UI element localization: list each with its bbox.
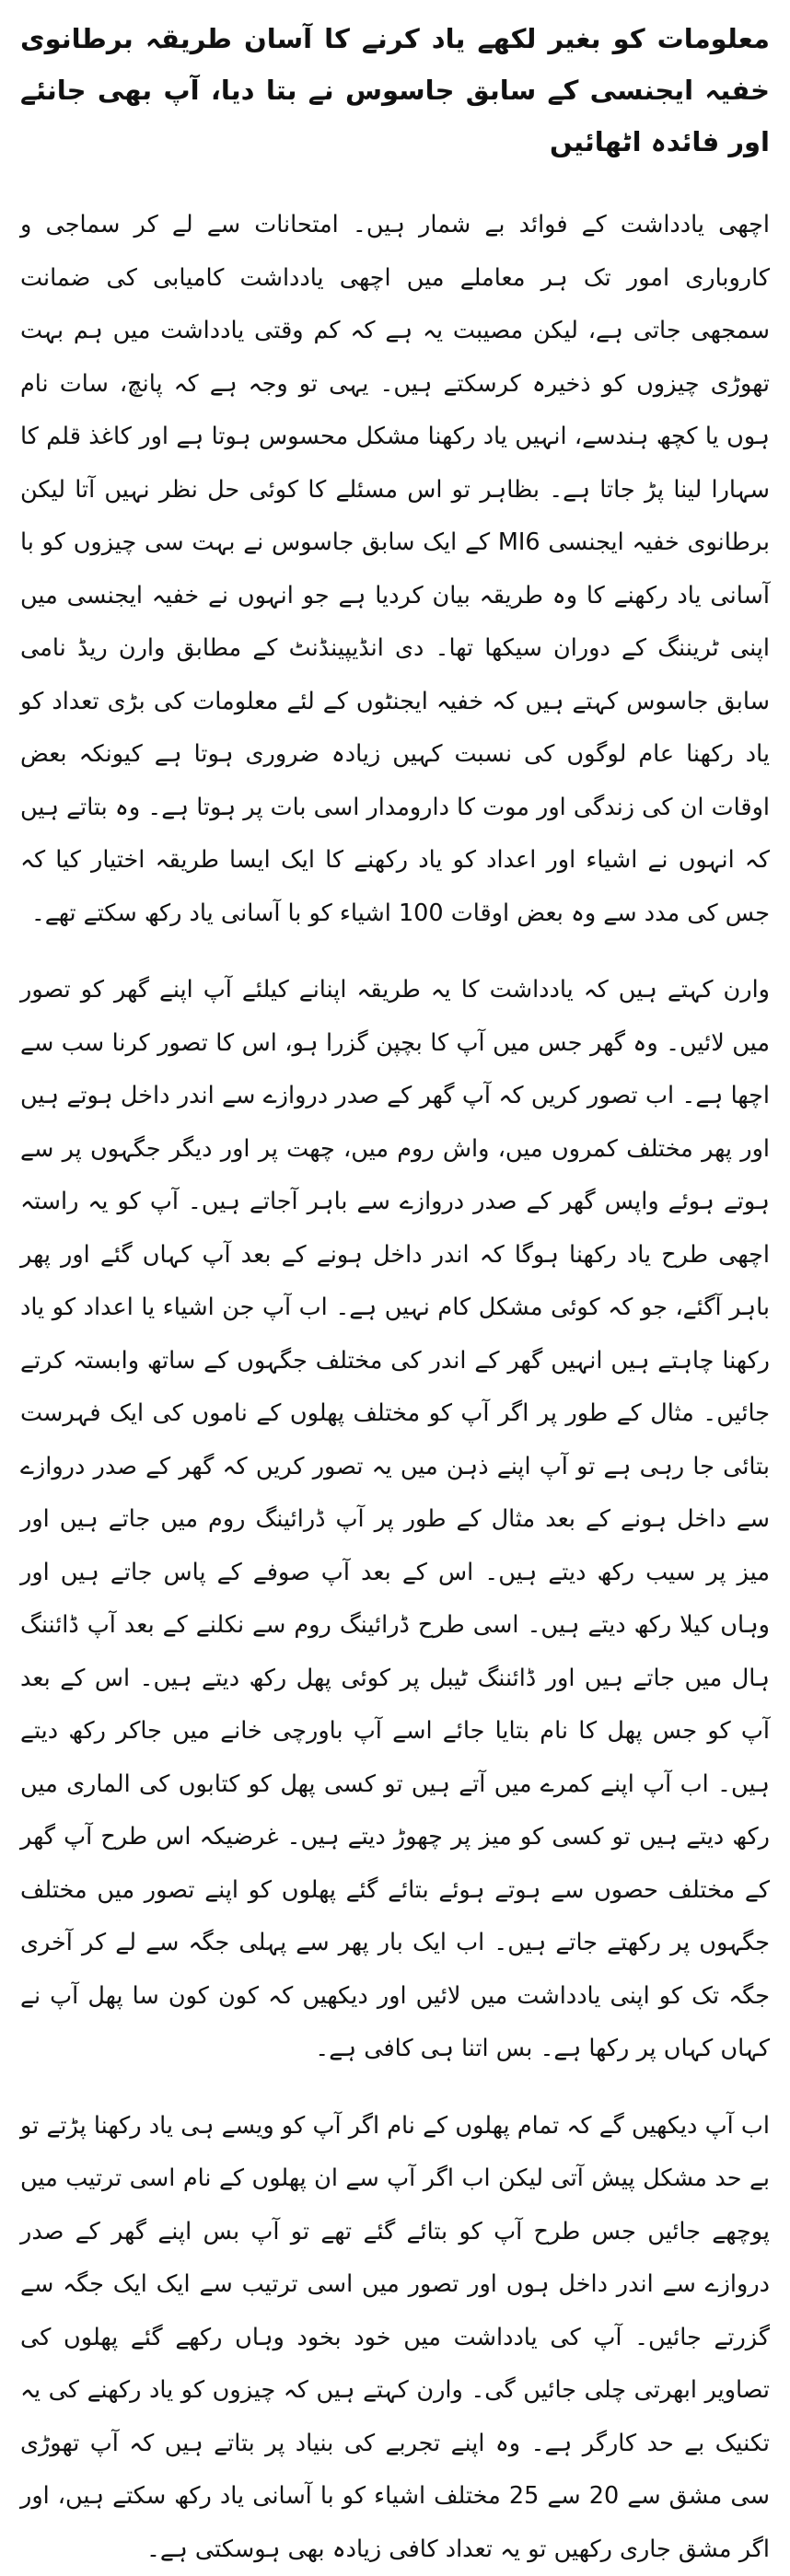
article-headline: معلومات کو بغیر لکھے یاد کرنے کا آسان طریقہ برطانوی خفیہ ایجنسی کے سابق جاسوس نے بتا دیا، آپ بھی جانئے اور فائدہ اٹھائیں <box>20 13 770 168</box>
article-paragraph-3: اب آپ دیکھیں گے کہ تمام پھلوں کے نام اگر آپ کو ویسے ہی یاد رکھنا پڑتے تو بے حد مشکل پیش آتی لیکن اب اگر آپ سے ان پھلوں کے نام اسی ترتیب میں پوچھے جائیں جس طرح آپ کو بتائے گئے تھے تو آپ بس اپنے گھر کے صدر دروازے سے اندر داخل ہوں اور تصور میں اسی ترتیب سے ایک ایک جگہ سے گزرتے جائیں۔ آپ کی یادداشت میں خود بخود وہاں رکھے گئے پھلوں کی تصاویر ابھرتی چلی جائیں گی۔ وارن کہتے ہیں کہ چیزوں کو یاد رکھنے کی یہ تکنیک بے حد کارگر ہے۔ وہ اپنے تجربے کی بنیاد پر بتاتے ہیں کہ آپ تھوڑی سی مشق سے 20 سے 25 مختلف اشیاء کو با آسانی یاد رکھ سکتے ہیں، اور اگر مشق جاری رکھیں تو یہ تعداد کافی زیادہ بھی ہوسکتی ہے۔ <box>20 2100 770 2576</box>
article-paragraph-2: وارن کہتے ہیں کہ یادداشت کا یہ طریقہ اپنانے کیلئے آپ اپنے گھر کو تصور میں لائیں۔ وہ گھر جس میں آپ کا بچپن گزرا ہو، اس کا تصور کرنا سب سے اچھا ہے۔ اب تصور کریں کہ آپ گھر کے صدر دروازے سے اندر داخل ہوتے ہیں اور پھر مختلف کمروں میں، واش روم میں، چھت پر اور دیگر جگہوں پر سے ہوتے ہوئے واپس گھر کے صدر دروازے سے باہر آجاتے ہیں۔ آپ کو یہ راستہ اچھی طرح یاد رکھنا ہوگا کہ اندر داخل ہونے کے بعد آپ کہاں گئے اور پھر باہر آگئے، جو کہ کوئی مشکل کام نہیں ہے۔ اب آپ جن اشیاء یا اعداد کو یاد رکھنا چاہتے ہیں انہیں گھر کے اندر کی مختلف جگہوں کے ساتھ وابستہ کرتے جائیں۔ مثال کے طور پر اگر آپ کو مختلف پھلوں کے ناموں کی ایک فہرست بتائی جا رہی ہے تو آپ اپنے ذہن میں یہ تصور کریں کہ گھر کے صدر دروازے سے داخل ہونے کے بعد مثال کے طور پر آپ ڈرائینگ روم میں جاتے ہیں اور میز پر سیب رکھ دیتے ہیں۔ اس کے بعد آپ صوفے کے پاس جاتے ہیں اور وہاں کیلا رکھ دیتے ہیں۔ اسی طرح ڈرائینگ روم سے نکلنے کے بعد آپ ڈائننگ ہال میں جاتے ہیں اور ڈائننگ ٹیبل پر کوئی پھل رکھ دیتے ہیں۔ اس کے بعد آپ کو جس پھل کا نام بتایا جائے اسے آپ باورچی خانے میں جاکر رکھ دیتے ہیں۔ اب آپ اپنے کمرے میں آتے ہیں تو کسی پھل کو کتابوں کی الماری میں رکھ دیتے ہیں تو کسی کو میز پر چھوڑ دیتے ہیں۔ غرضیکہ اس طرح آپ گھر کے مختلف حصوں سے ہوتے ہوئے بتائے گئے پھلوں کو اپنے تصور میں مختلف جگہوں پر رکھتے جاتے ہیں۔ اب ایک بار پھر سے پہلی جگہ سے لے کر آخری جگہ تک کو اپنی یادداشت میں لائیں اور دیکھیں کہ کون کون سا پھل آپ نے کہاں کہاں پر رکھا ہے۔ بس اتنا ہی کافی ہے۔ <box>20 964 770 2076</box>
article-paragraph-1: اچھی یادداشت کے فوائد بے شمار ہیں۔ امتحانات سے لے کر سماجی و کاروباری امور تک ہر معاملے میں اچھی یادداشت کامیابی کی ضمانت سمجھی جاتی ہے، لیکن مصیبت یہ ہے کہ کم وقتی یادداشت میں ہم بہت تھوڑی چیزوں کو ذخیرہ کرسکتے ہیں۔ یہی تو وجہ ہے کہ پانچ، سات نام ہوں یا کچھ ہندسے، انہیں یاد رکھنا مشکل محسوس ہوتا ہے اور کاغذ قلم کا سہارا لینا پڑ جاتا ہے۔ بظاہر تو اس مسئلے کا کوئی حل نظر نہیں آتا لیکن برطانوی خفیہ ایجنسی MI6 کے ایک سابق جاسوس نے بہت سی چیزوں کو با آسانی یاد رکھنے کا وہ طریقہ بیان کردیا ہے جو انہوں نے خفیہ ایجنسی میں اپنی ٹریننگ کے دوران سیکھا تھا۔ دی انڈیپینڈنٹ کے مطابق وارن ریڈ نامی سابق جاسوس کہتے ہیں کہ خفیہ ایجنٹوں کے لئے معلومات کی بڑی تعداد کو یاد رکھنا عام لوگوں کی نسبت کہیں زیادہ ضروری ہوتا ہے کیونکہ بعض اوقات ان کی زندگی اور موت کا دارومدار اسی بات پر ہوتا ہے۔ وہ بتاتے ہیں کہ انہوں نے اشیاء اور اعداد کو یاد رکھنے کا ایک ایسا طریقہ اختیار کیا کہ جس کی مدد سے وہ بعض اوقات 100 اشیاء کو با آسانی یاد رکھ سکتے تھے۔ <box>20 199 770 940</box>
